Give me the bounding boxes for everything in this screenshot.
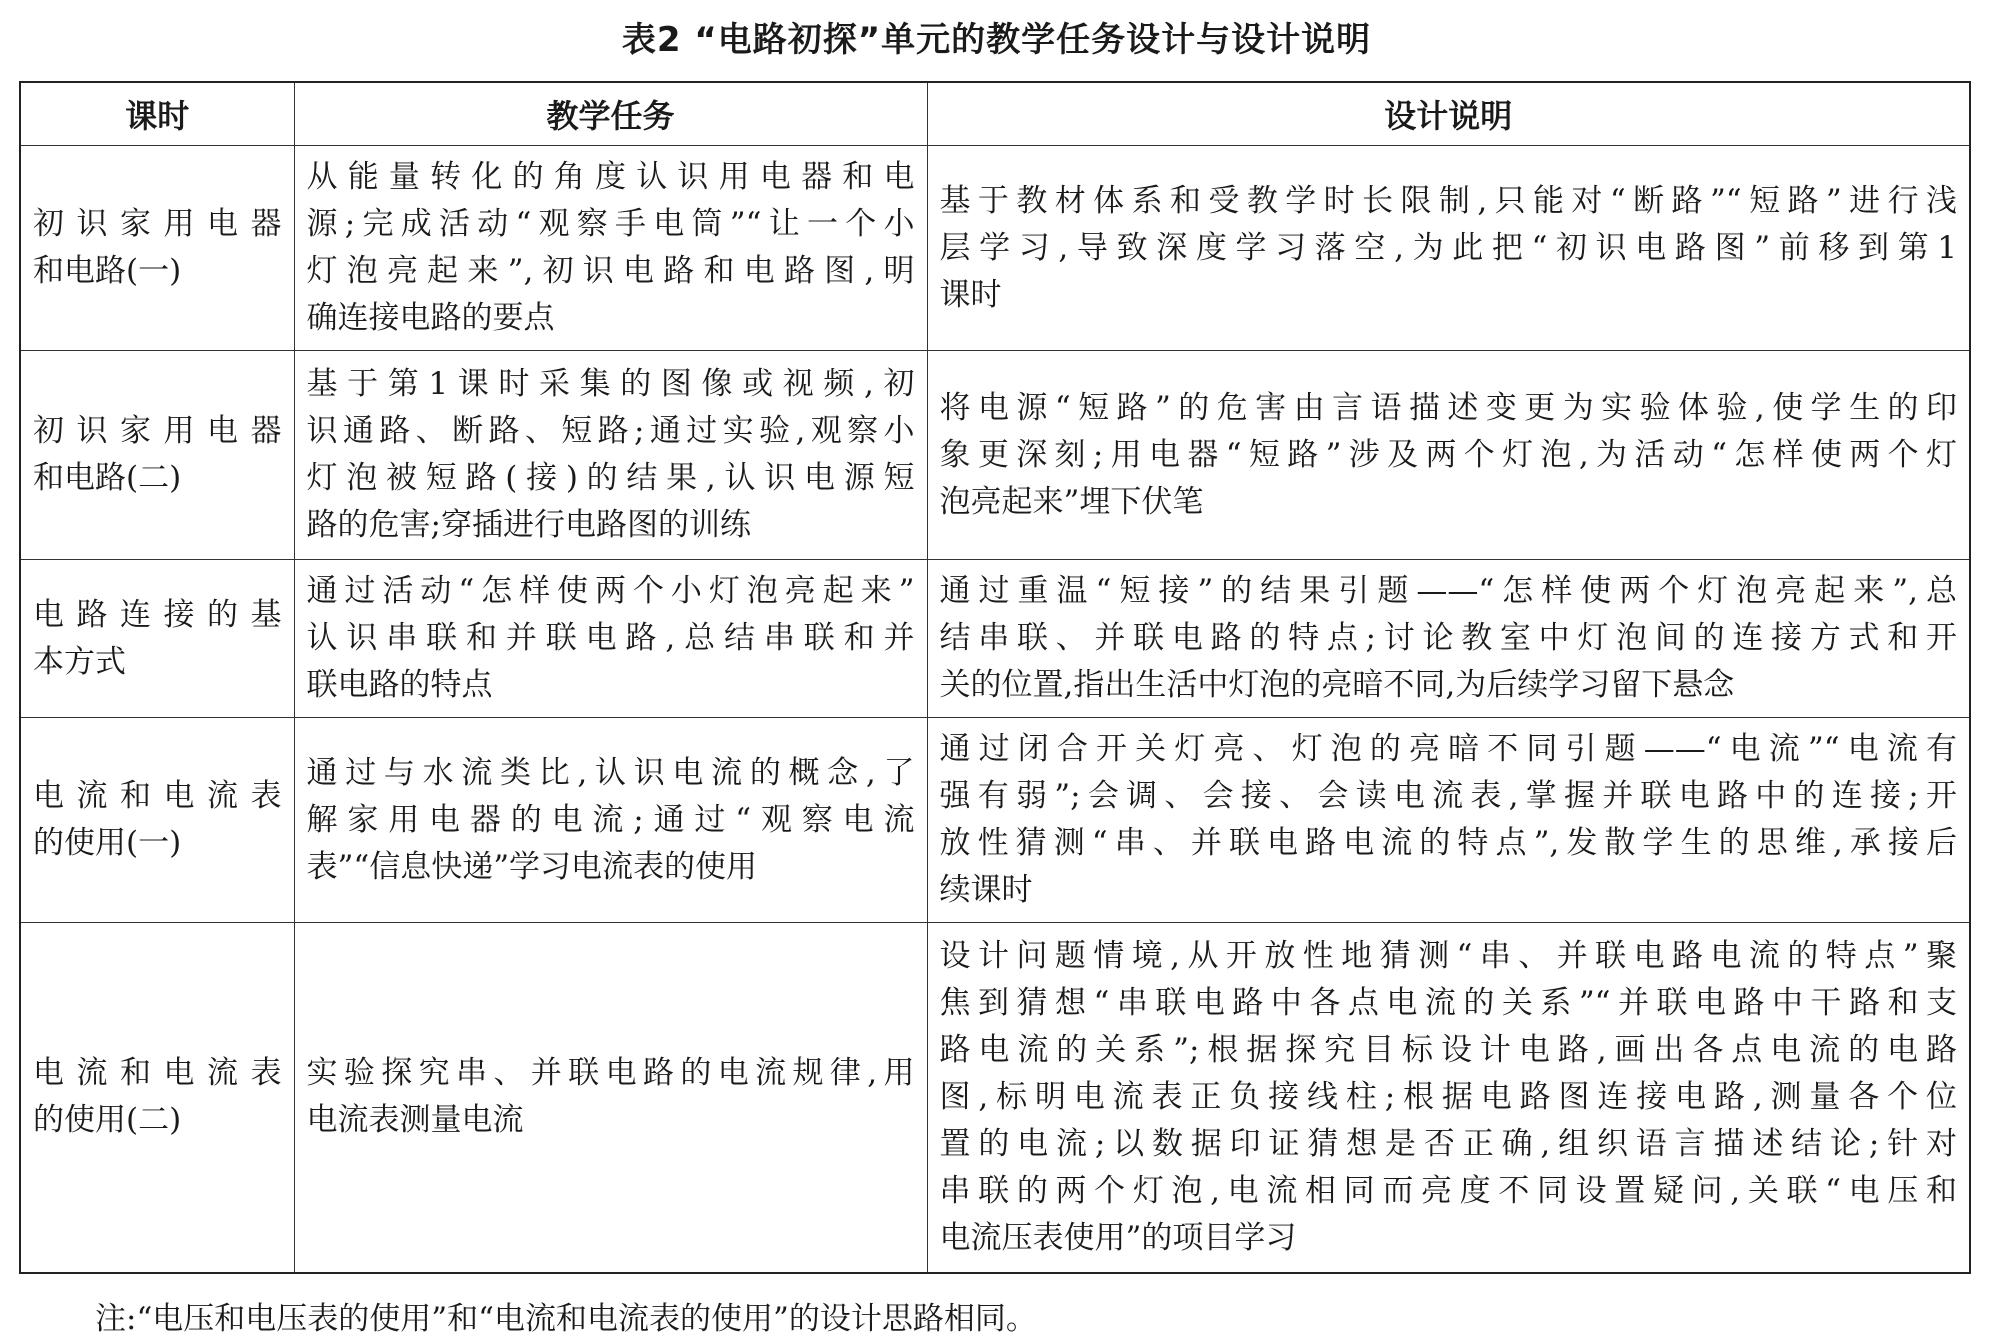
cell-line: 联电路的特点 bbox=[306, 667, 493, 703]
cell-line: 本方式 bbox=[33, 643, 126, 680]
cell-line: 电流压表使用”的项目学习 bbox=[939, 1219, 1297, 1256]
cell-line: 认识串联和并联电路,总结串联和并 bbox=[306, 620, 915, 656]
cell-line: 识通路、断路、短路;通过实验,观察小 bbox=[306, 413, 915, 449]
cell-line: 通过重温“短接”的结果引题——“怎样使两个灯泡亮起来”,总 bbox=[939, 573, 1957, 609]
cell-line: 从能量转化的角度认识用电器和电 bbox=[306, 159, 915, 195]
table-row bbox=[20, 560, 1970, 718]
cell-line: 和电路(一) bbox=[33, 253, 182, 289]
header-task: 教学任务 bbox=[294, 82, 927, 146]
task-cell bbox=[294, 923, 927, 1273]
table-row bbox=[20, 923, 1970, 1273]
table-header-row bbox=[20, 82, 1970, 146]
cell-line: 确连接电路的要点 bbox=[306, 300, 555, 336]
design-cell bbox=[927, 923, 1970, 1273]
cell-line: 基于教材体系和受教学时长限制,只能对“断路”“短路”进行浅 bbox=[939, 182, 1957, 219]
cell-line: 将电源“短路”的危害由言语描述变更为实验体验,使学生的印 bbox=[939, 389, 1957, 426]
lesson-design-table bbox=[19, 81, 1971, 1274]
task-cell bbox=[294, 718, 927, 923]
cell-line: 放性猜测“串、并联电路电流的特点”,发散学生的思维,承接后 bbox=[939, 825, 1957, 861]
cell-line: 电流表测量电流 bbox=[306, 1102, 524, 1139]
task-cell bbox=[294, 146, 927, 351]
task-cell bbox=[294, 560, 927, 718]
cell-line: 基于第1课时采集的图像或视频,初 bbox=[306, 366, 915, 402]
design-cell bbox=[927, 560, 1970, 718]
cell-line: 表”“信息快递”学习电流表的使用 bbox=[306, 848, 758, 885]
cell-line: 通过活动“怎样使两个小灯泡亮起来” bbox=[306, 573, 915, 609]
cell-line: 泡亮起来”埋下伏笔 bbox=[939, 483, 1204, 520]
cell-line: 电路连接的基 bbox=[33, 596, 282, 633]
cell-line: 解家用电器的电流;通过“观察电流 bbox=[306, 801, 915, 838]
table-note: 注:“电压和电压表的使用”和“电流和电流表的使用”的设计思路相同。 bbox=[95, 1301, 1037, 1337]
cell-line: 源;完成活动“观察手电筒”“让一个小 bbox=[306, 206, 915, 242]
design-cell bbox=[927, 718, 1970, 923]
cell-line: 灯泡被短路(接)的结果,认识电源短 bbox=[306, 460, 915, 496]
period-cell bbox=[20, 351, 294, 560]
cell-line: 关的位置,指出生活中灯泡的亮暗不同,为后续学习留下悬念 bbox=[939, 667, 1735, 703]
design-cell bbox=[927, 351, 1970, 560]
cell-line: 置的电流;以数据印证猜想是否正确,组织语言描述结论;针对 bbox=[939, 1125, 1957, 1162]
cell-line: 结串联、并联电路的特点;讨论教室中灯泡间的连接方式和开 bbox=[939, 620, 1957, 656]
cell-line: 串联的两个灯泡,电流相同而亮度不同设置疑问,关联“电压和 bbox=[939, 1172, 1957, 1209]
cell-line: 初识家用电器 bbox=[33, 206, 282, 242]
cell-line: 课时 bbox=[939, 276, 1002, 313]
header-period: 课时 bbox=[20, 82, 294, 146]
table-title: 表2 “电路初探”单元的教学任务设计与设计说明 bbox=[621, 20, 1372, 60]
cell-line: 灯泡亮起来”,初识电路和电路图,明 bbox=[306, 253, 915, 289]
cell-line: 和电路(二) bbox=[33, 460, 182, 496]
task-cell bbox=[294, 351, 927, 560]
cell-line: 路的危害;穿插进行电路图的训练 bbox=[306, 507, 751, 543]
cell-line: 电流和电流表 bbox=[33, 778, 282, 814]
cell-line: 电流和电流表 bbox=[33, 1055, 282, 1092]
design-cell bbox=[927, 146, 1970, 351]
cell-line: 设计问题情境,从开放性地猜测“串、并联电路电流的特点”聚 bbox=[939, 937, 1957, 974]
cell-line: 的使用(一) bbox=[33, 825, 182, 861]
table-row bbox=[20, 718, 1970, 923]
table-row bbox=[20, 146, 1970, 351]
cell-line: 初识家用电器 bbox=[33, 413, 282, 449]
cell-line: 路电流的关系”;根据探究目标设计电路,画出各点电流的电路 bbox=[939, 1031, 1957, 1068]
cell-line: 图,标明电流表正负接线柱;根据电路图连接电路,测量各个位 bbox=[939, 1078, 1957, 1115]
cell-line: 焦到猜想“串联电路中各点电流的关系”“并联电路中干路和支 bbox=[939, 984, 1957, 1021]
cell-line: 通过闭合开关灯亮、灯泡的亮暗不同引题——“电流”“电流有 bbox=[939, 731, 1957, 767]
cell-line: 通过与水流类比,认识电流的概念,了 bbox=[306, 754, 915, 791]
period-cell bbox=[20, 923, 294, 1273]
cell-line: 强有弱”;会调、会接、会读电流表,掌握并联电路中的连接;开 bbox=[939, 778, 1957, 814]
table-row bbox=[20, 351, 1970, 560]
cell-line: 层学习,导致深度学习落空,为此把“初识电路图”前移到第1 bbox=[939, 229, 1957, 266]
period-cell bbox=[20, 146, 294, 351]
cell-line: 实验探究串、并联电路的电流规律,用 bbox=[306, 1055, 915, 1092]
cell-line: 象更深刻;用电器“短路”涉及两个灯泡,为活动“怎样使两个灯 bbox=[939, 436, 1957, 473]
cell-line: 的使用(二) bbox=[33, 1102, 182, 1139]
period-cell bbox=[20, 560, 294, 718]
header-design: 设计说明 bbox=[927, 82, 1970, 146]
period-cell bbox=[20, 718, 294, 923]
cell-line: 续课时 bbox=[939, 872, 1033, 908]
